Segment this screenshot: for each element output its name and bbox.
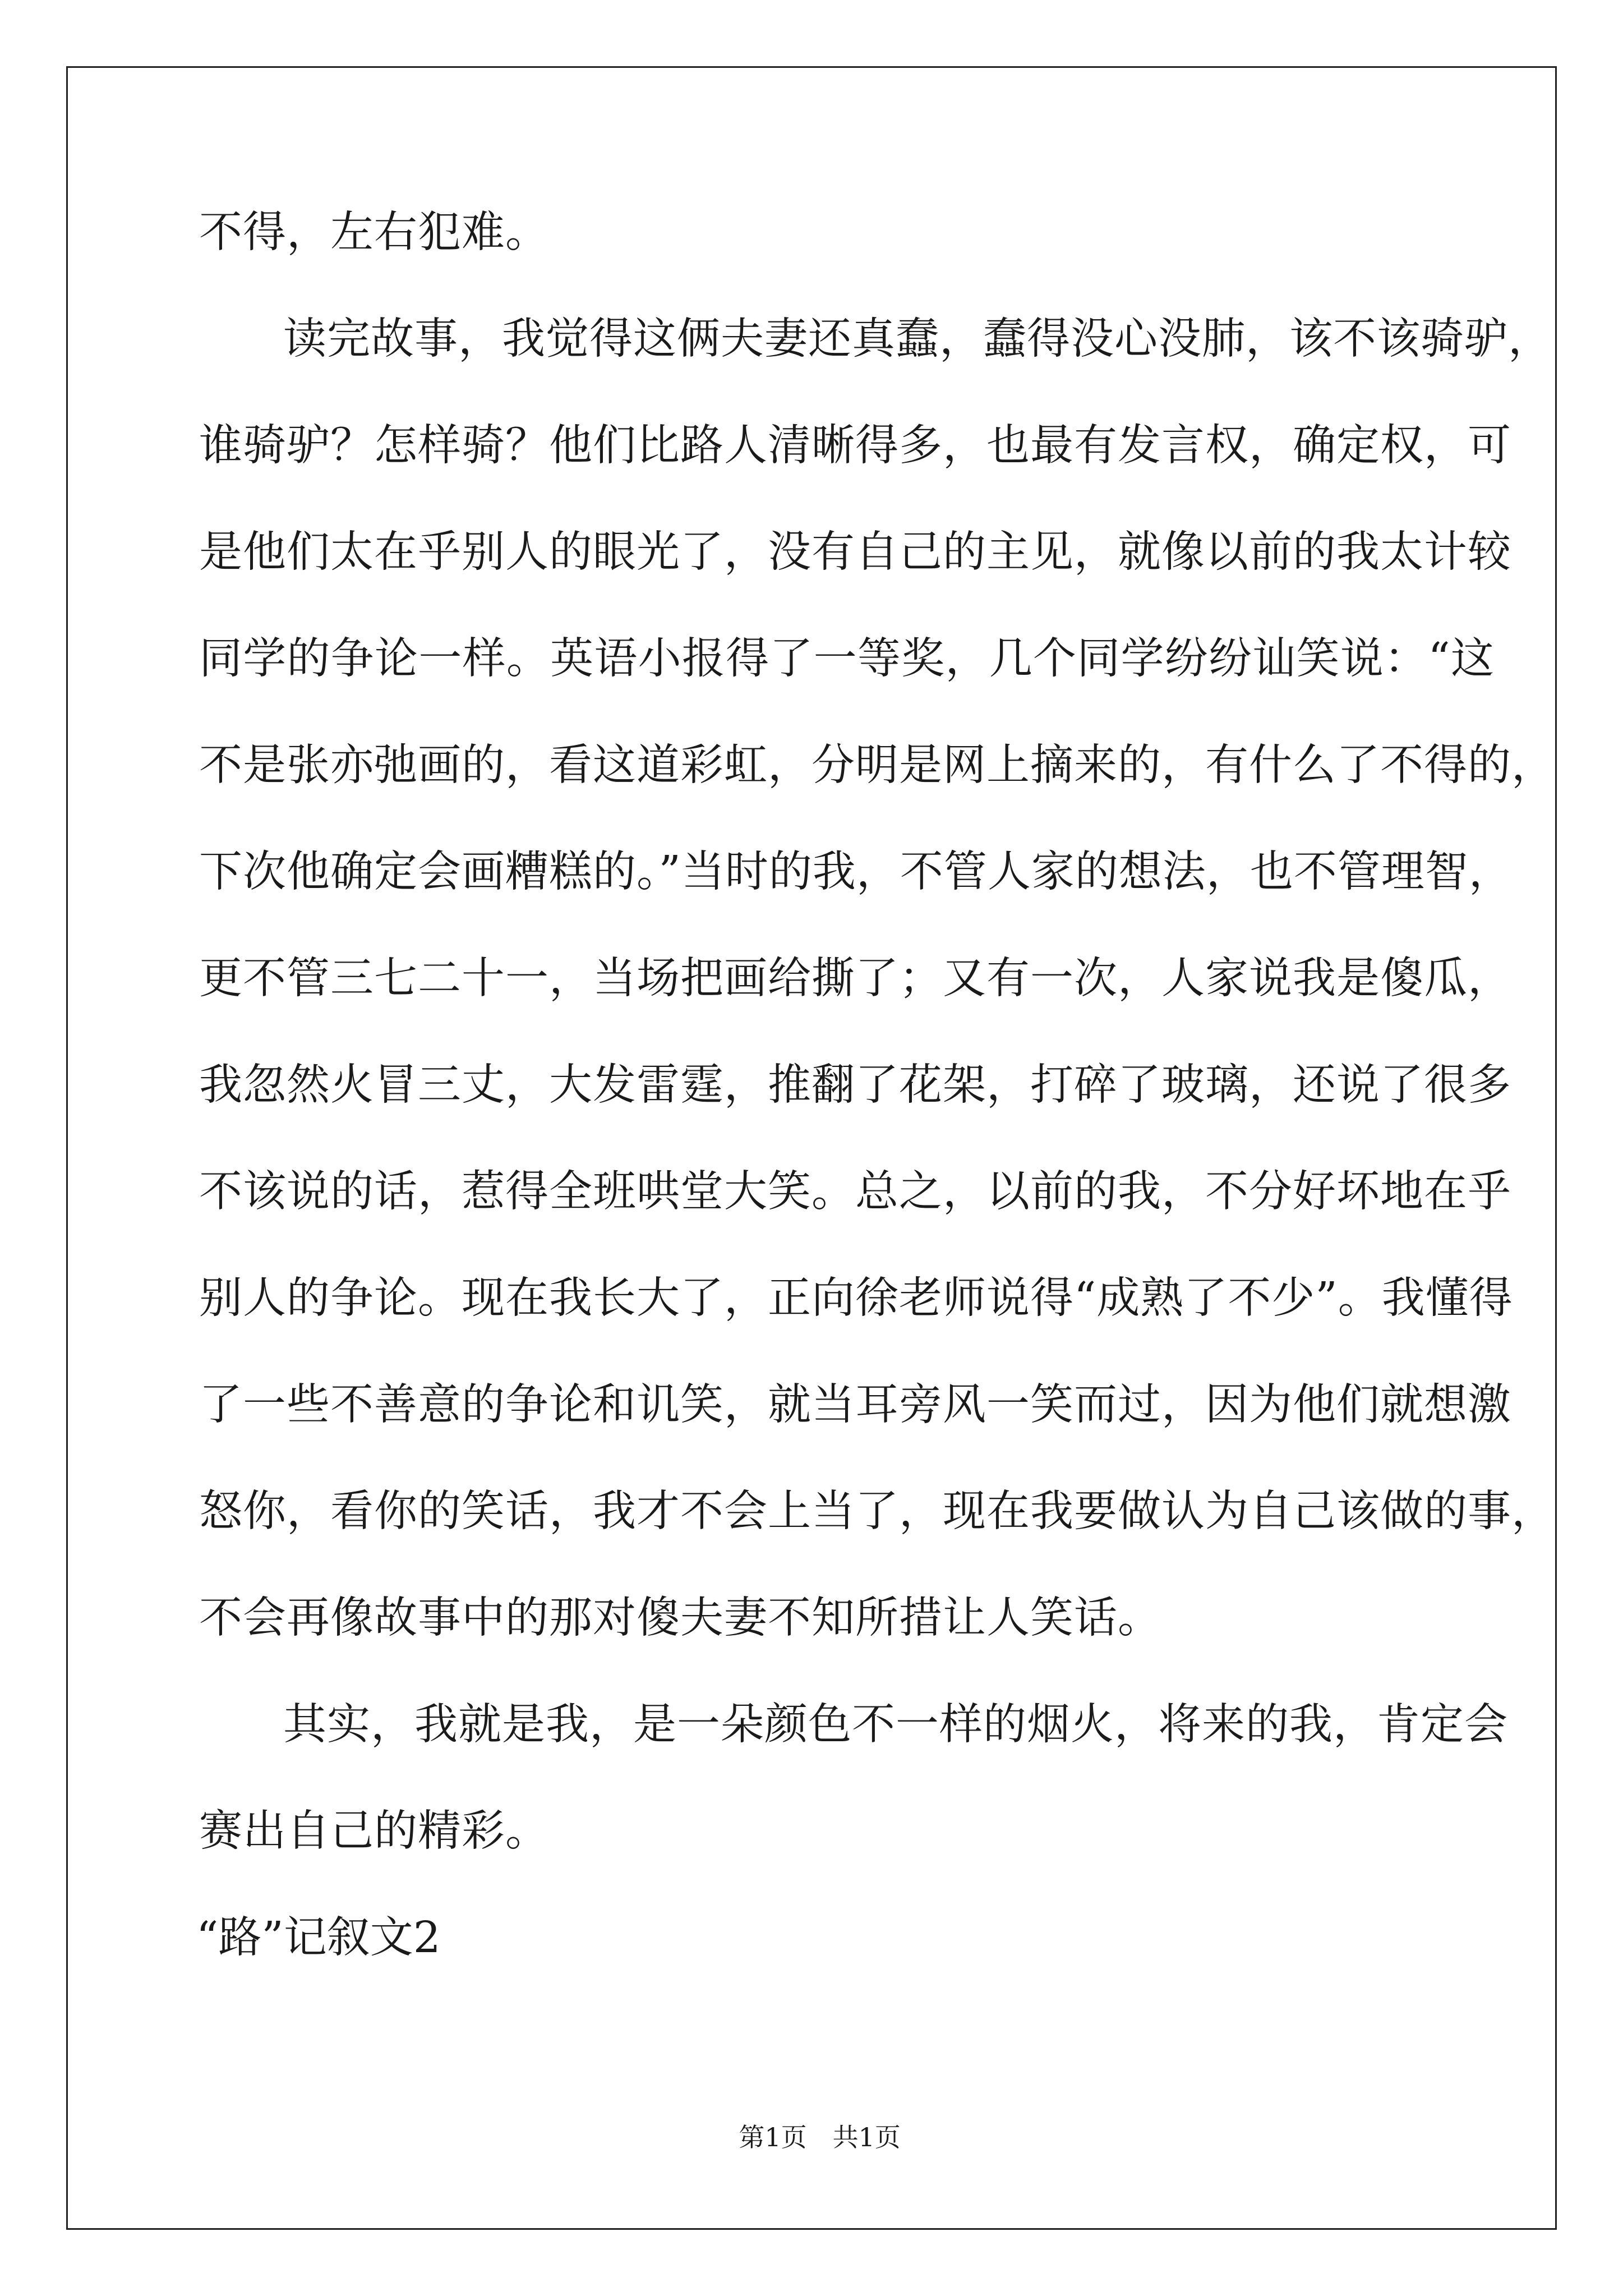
text-line: 我忽然火冒三丈，大发雷霆，推翻了花架，打碎了玻璃，还说了很多	[199, 1060, 1511, 1110]
text-line: 其实，我就是我，是一朵颜色不一样的烟火，将来的我，肯定会	[283, 1700, 1508, 1750]
paragraph	[199, 286, 1555, 1672]
page-footer	[0, 2087, 1623, 2154]
text-line: 下次他确定会画糟糕的。”当时的我，不管人家的想法，也不管理智，	[199, 847, 1513, 897]
document-body	[196, 180, 1555, 1991]
text-line: 别人的争论。现在我长大了，正向徐老师说得“成熟了不少”。我懂得	[199, 1273, 1513, 1323]
text-line: 不该说的话，惹得全班哄堂大笑。总之，以前的我，不分好坏地在乎	[199, 1167, 1511, 1217]
text-line: 是他们太在乎别人的眼光了，没有自己的主见，就像以前的我太计较	[199, 527, 1511, 577]
text-line: 更不管三七二十一，当场把画给撕了；又有一次，人家说我是傻瓜，	[199, 954, 1511, 1004]
paragraph	[199, 1672, 1508, 1885]
section-heading: “路”记叙文2	[196, 1913, 441, 1963]
page-number-label: 第1页 共1页	[739, 2122, 901, 2152]
text-line: 了一些不善意的争论和讥笑，就当耳旁风一笑而过，因为他们就想激	[199, 1380, 1511, 1430]
text-line: 怒你，看你的笑话，我才不会上当了，现在我要做认为自己该做的事，	[199, 1487, 1555, 1536]
text-line: 谁骑驴？怎样骑？他们比路人清晰得多，也最有发言权，确定权，可	[199, 421, 1511, 471]
text-line: 不得，左右犯难。	[199, 208, 549, 257]
text-line: 读完故事，我觉得这俩夫妻还真蠢，蠢得没心没肺，该不该骑驴，	[283, 314, 1552, 364]
text-line: 赛出自己的精彩。	[199, 1806, 549, 1856]
text-line: 不会再像故事中的那对傻夫妻不知所措让人笑话。	[199, 1593, 1161, 1643]
paragraph	[199, 180, 1495, 286]
text-line: 不是张亦弛画的，看这道彩虹，分明是网上摘来的，有什么了不得的，	[199, 740, 1555, 790]
text-line: 同学的争论一样。英语小报得了一等奖，几个同学纷纷讪笑说：“这	[199, 634, 1495, 684]
